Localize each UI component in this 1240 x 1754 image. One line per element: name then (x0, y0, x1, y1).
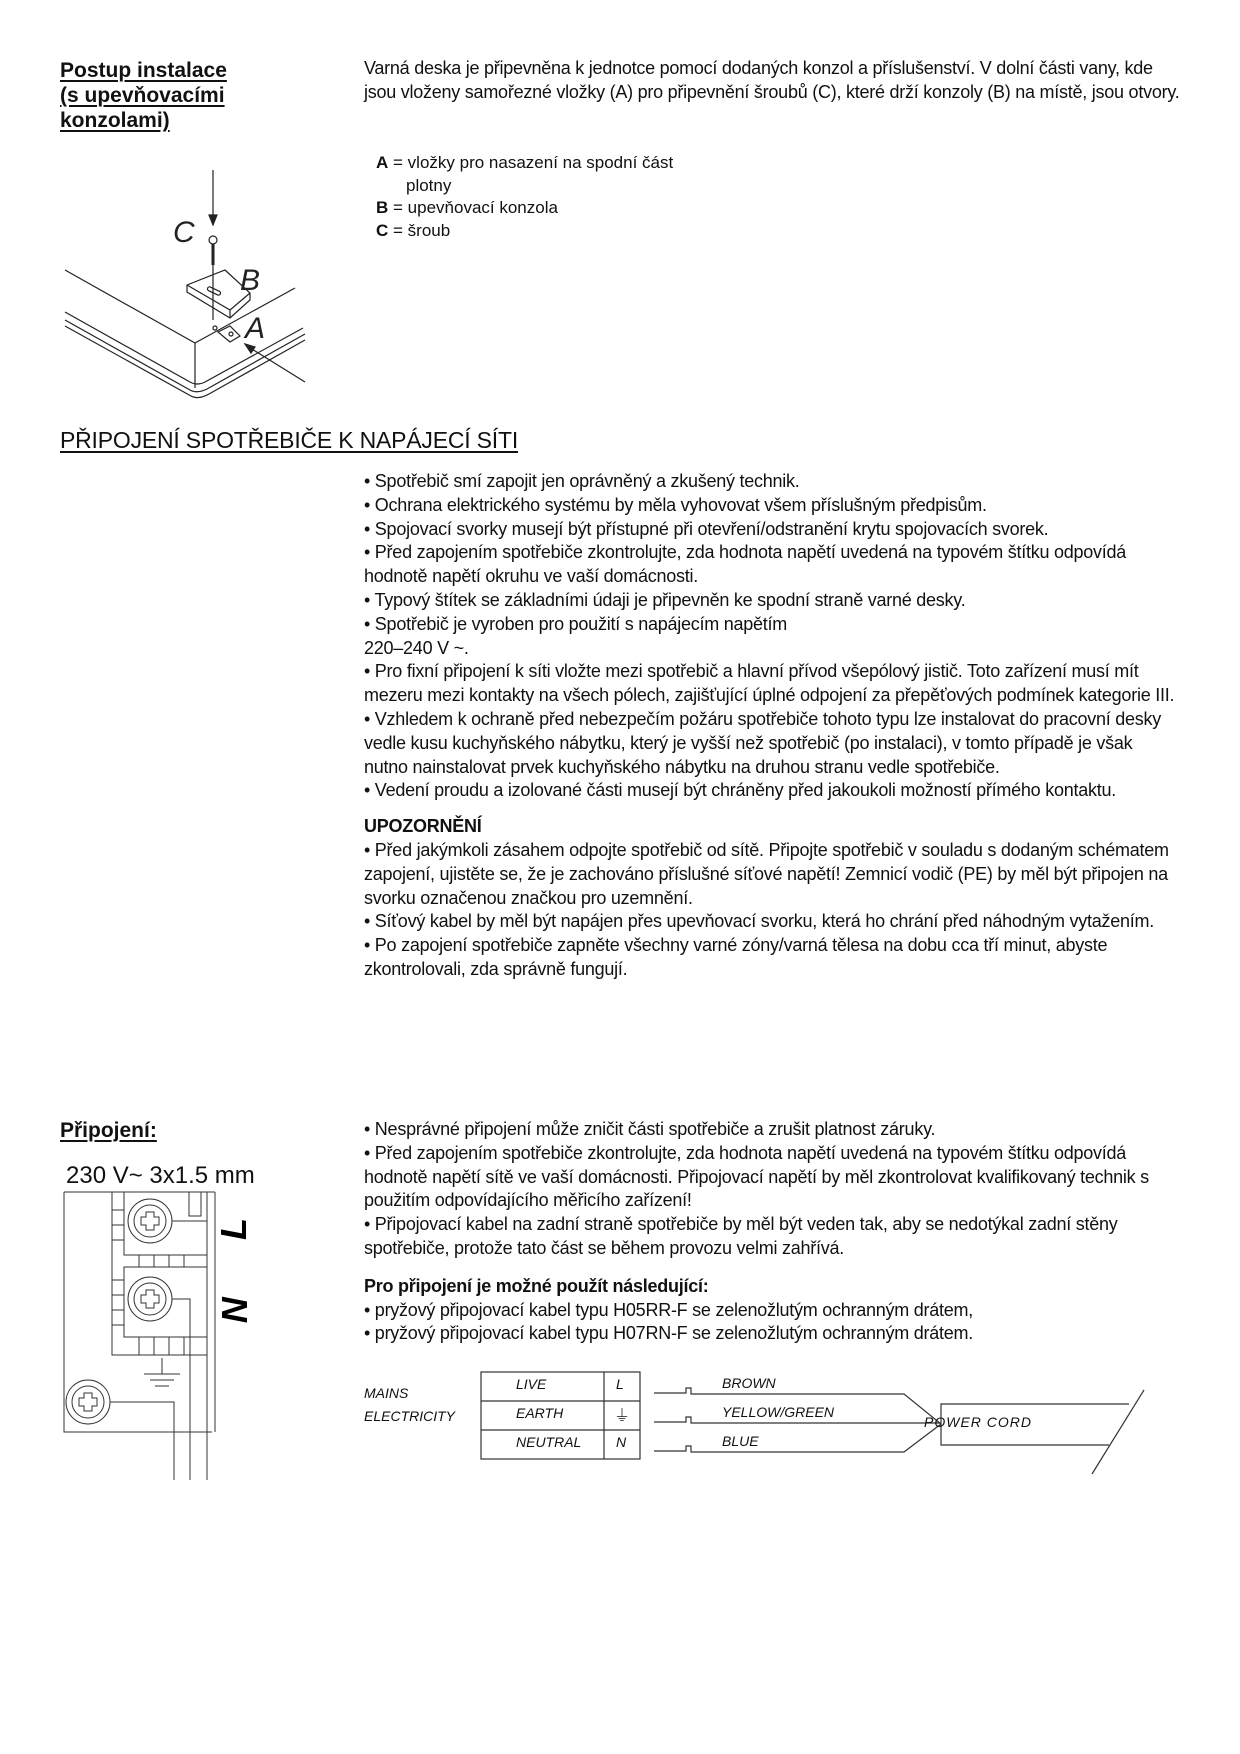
section-heading: PŘIPOJENÍ SPOTŘEBIČE K NAPÁJECÍ SÍTI (60, 427, 519, 453)
connection-requirements (364, 470, 1179, 982)
wiring-color-diagram (364, 1366, 1184, 1476)
legend-item-c (376, 220, 796, 243)
row-live-name: LIVE (516, 1376, 547, 1392)
paragraph: • Spojovací svorky musejí být přístupné při otevření/odstranění krytu spojovacích svorek. (364, 518, 1049, 539)
mains-label-line: ELECTRICITY (364, 1408, 456, 1424)
bracket-installation-figure (55, 160, 325, 400)
connection-section-heading-wrap (60, 426, 760, 454)
paragraph: • Připojovací kabel na zadní straně spotřebiče by měl být veden tak, aby se nedotýkal zadní stěny spotřebiče, protože tato část se během provozu velmi zahřívá. (364, 1214, 1118, 1258)
installation-legend (376, 152, 796, 242)
warning-title: UPOZORNĚNÍ (364, 816, 482, 837)
label-a: A (245, 312, 266, 345)
cable-title: Pro připojení je možné použít následující: (364, 1275, 709, 1296)
legend-text: = vložky pro nasazení na spodní část (393, 153, 674, 172)
wire-color-brown: BROWN (722, 1375, 776, 1391)
terminal-voltage-label: 230 V~ 3x1.5 mm (66, 1162, 255, 1189)
legend-text: = šroub (393, 220, 451, 240)
row-live-symbol: L (616, 1376, 624, 1392)
wiring-heading: Připojení: (60, 1119, 157, 1142)
mains-label-line: MAINS (364, 1385, 409, 1401)
intro-paragraph: Varná deska je připevněna k jednotce pomocí dodaných konzol a příslušenství. V dolní části vany, kde jsou vloženy samořezné vložky (A) pro připevnění šroubů (C), které drží konzoly (B) na místě, jsou otvory. (364, 58, 1180, 102)
wiring-notes (364, 1118, 1179, 1346)
heading-line: konzolami) (60, 109, 170, 132)
label-c: C (173, 216, 195, 249)
terminal-letter-n: N (214, 1296, 255, 1322)
paragraph: • Vedení proudu a izolované části musejí být chráněny před jakoukoli možností přímého kontaktu. (364, 780, 1116, 801)
warning-paragraph: • Síťový kabel by měl být napájen přes upevňovací svorku, která ho chrání před náhodným vytažením. (364, 911, 1154, 932)
warning-paragraph: • Po zapojení spotřebiče zapněte všechny varné zóny/varná tělesa na dobu cca tří minut, abyste zkontrolovali, zda správně fungují. (364, 935, 1108, 979)
legend-continuation: plotny (406, 175, 452, 195)
legend-key: B (376, 198, 389, 217)
wire-color-yellow-green: YELLOW/GREEN (722, 1404, 835, 1420)
legend-key: A (376, 153, 389, 172)
paragraph: • Před zapojením spotřebiče zkontrolujte, zda hodnota napětí uvedená na typovém štítku odpovídá hodnotě napětí sítě ve vaší domácnosti. Připojovací napětí by měl zkontrolovat kvalifikovaný technik s použitím odpovídajícího měřicího zařízení! (364, 1142, 1149, 1211)
paragraph: • Typový štítek se základními údaji je připevněn ke spodní straně varné desky. (364, 589, 966, 610)
cable-item: • pryžový připojovací kabel typu H07RN-F se zelenožlutým ochranným drátem. (364, 1323, 974, 1344)
paragraph: • Ochrana elektrického systému by měla vyhovovat všem příslušným předpisům. (364, 494, 987, 515)
wire-color-blue: BLUE (722, 1433, 759, 1449)
row-neutral-symbol: N (616, 1434, 627, 1450)
paragraph: • Spotřebič je vyroben pro použití s napájecím napětím (364, 613, 788, 634)
legend-key: C (376, 220, 389, 240)
warning-paragraph: • Před jakýmkoli zásahem odpojte spotřebič od sítě. Připojte spotřebič v souladu s dodaným schématem zapojení, ujistěte se, že je zachováno příslušné síťové napětí! Zemnicí vodič (PE) by měl být připojen na svorku označenou značkou pro uzemnění. (364, 839, 1169, 908)
heading-line: Postup instalace (60, 59, 227, 82)
mains-label (364, 1382, 455, 1428)
terminal-block-figure (62, 1190, 282, 1480)
legend-item-b (376, 197, 796, 220)
installation-intro (364, 57, 1184, 105)
power-cord-label: POWER CORD (924, 1414, 1032, 1430)
paragraph: 220–240 V ~. (364, 637, 469, 658)
row-neutral-name: NEUTRAL (516, 1434, 582, 1450)
heading-line: (s upevňovacími (60, 84, 225, 107)
paragraph: • Spotřebič smí zapojit jen oprávněný a zkušený technik. (364, 471, 800, 491)
paragraph: • Pro fixní připojení k síti vložte mezi spotřebič a hlavní přívod všepólový jistič. Toto zařízení musí mít mezeru mezi kontakty na všech pólech, zajišťující úplné odpojení za přepěťových podmínek kategorie III. (364, 661, 1175, 706)
label-b: B (240, 264, 261, 297)
paragraph: • Před zapojením spotřebiče zkontrolujte, zda hodnota napětí uvedená na typovém štítku odpovídá hodnotě napětí okruhu ve vaší domácnosti. (364, 542, 1127, 587)
paragraph: • Vzhledem k ochraně před nebezpečím požáru spotřebiče tohoto typu lze instalovat do pracovní desky vedle kusu kuchyňského nábytku, který je vyšší než spotřebič (po instalaci), v tomto případě je však nutno nainstalovat prvek kuchyňského nábytku na druhou stranu vedle spotřebiče. (364, 708, 1162, 777)
paragraph: • Nesprávné připojení může zničit části spotřebiče a zrušit platnost záruky. (364, 1119, 936, 1139)
terminal-letter-l: L (213, 1218, 254, 1240)
legend-text: = upevňovací konzola (393, 198, 558, 217)
installation-heading (60, 58, 310, 133)
earth-symbol-icon: ⏚ (614, 1408, 631, 1425)
wiring-heading-wrap (60, 1118, 310, 1143)
row-earth-name: EARTH (516, 1405, 564, 1421)
cable-item: • pryžový připojovací kabel typu H05RR-F se zelenožlutým ochranným drátem, (364, 1299, 974, 1320)
legend-item-a (376, 152, 796, 175)
